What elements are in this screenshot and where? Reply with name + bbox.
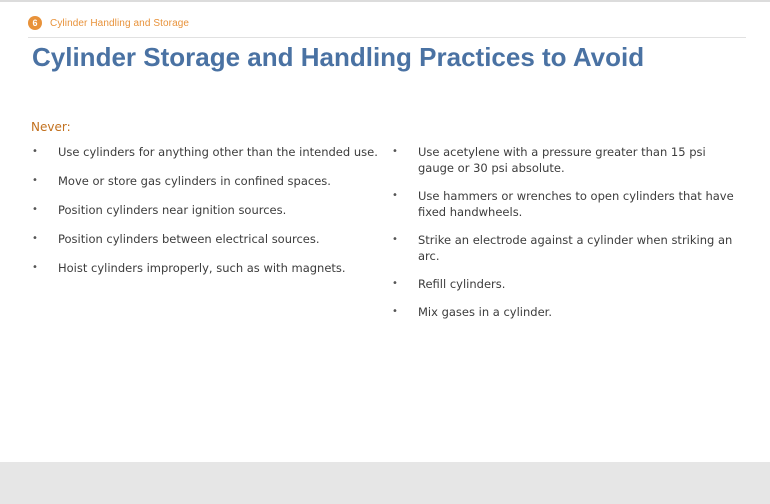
bullet-icon: • <box>32 146 38 157</box>
list-item-text: Position cylinders between electrical sources. <box>58 232 320 246</box>
bullet-icon: • <box>392 146 398 157</box>
list-item-text: Move or store gas cylinders in confined spaces. <box>58 174 331 188</box>
list-item-text: Use hammers or wrenches to open cylinders that have fixed handwheels. <box>418 189 734 219</box>
bullet-icon: • <box>392 234 398 245</box>
section-header <box>28 15 189 31</box>
bullet-icon: • <box>392 306 398 317</box>
list-item-text: Strike an electrode against a cylinder when striking an arc. <box>418 233 733 263</box>
page-title: Cylinder Storage and Handling Practices to Avoid <box>32 42 645 72</box>
bullet-icon: • <box>32 204 38 215</box>
list-item <box>392 188 737 220</box>
list-item <box>392 144 737 176</box>
bottom-band <box>0 462 770 504</box>
list-item-text: Position cylinders near ignition sources. <box>58 203 287 217</box>
bullet-icon: • <box>32 262 38 273</box>
list-item <box>392 304 737 320</box>
subheading: Never: <box>31 120 71 134</box>
list-item <box>392 276 737 292</box>
right-bullet-list <box>392 144 737 332</box>
bullet-icon: • <box>32 175 38 186</box>
list-item <box>32 173 382 189</box>
list-item-text: Hoist cylinders improperly, such as with magnets. <box>58 261 346 275</box>
slide <box>0 2 770 462</box>
section-number-badge: 6 <box>28 16 42 30</box>
list-item <box>32 231 382 247</box>
list-item-text: Refill cylinders. <box>418 277 506 291</box>
list-item <box>32 260 382 276</box>
list-item-text: Use cylinders for anything other than the intended use. <box>58 145 378 159</box>
list-item <box>32 144 382 160</box>
bullet-icon: • <box>32 233 38 244</box>
bullet-icon: • <box>392 278 398 289</box>
left-bullet-list <box>32 144 382 289</box>
bullet-icon: • <box>392 190 398 201</box>
list-item <box>392 232 737 264</box>
list-item-text: Mix gases in a cylinder. <box>418 305 552 319</box>
header-divider <box>28 37 746 38</box>
list-item-text: Use acetylene with a pressure greater than 15 psi gauge or 30 psi absolute. <box>418 145 706 175</box>
section-title: Cylinder Handling and Storage <box>50 17 190 29</box>
list-item <box>32 202 382 218</box>
